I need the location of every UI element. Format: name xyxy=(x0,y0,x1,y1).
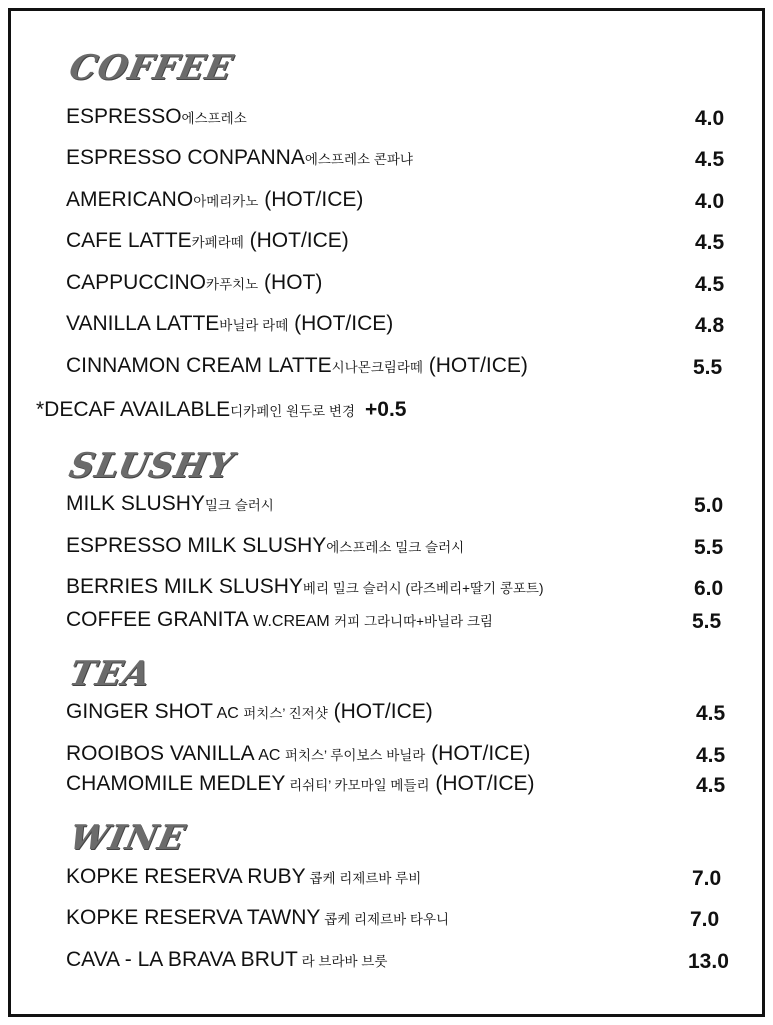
item-name-korean: 퍼치스’ 진저샷 xyxy=(243,706,328,721)
item-name-korean: 시나몬크림라떼 xyxy=(331,360,423,375)
item-price: 4.5 xyxy=(695,148,725,171)
menu-item xyxy=(0,353,773,383)
note-surcharge: +0.5 xyxy=(365,398,407,421)
item-name: BERRIES MILK SLUSHY xyxy=(66,575,303,598)
item-name: CAVA - LA BRAVA BRUT xyxy=(66,948,298,971)
item-price: 7.0 xyxy=(692,867,722,890)
item-name: ESPRESSO MILK SLUSHY xyxy=(66,534,327,557)
menu-item xyxy=(0,574,773,604)
item-name-korean: 에스프레소 밀크 슬러시 xyxy=(326,540,465,555)
menu-item xyxy=(0,533,773,563)
item-name-korean: 콥케 리제르바 루비 xyxy=(305,871,422,886)
item-name: ESPRESSO CONPANNA xyxy=(66,146,305,169)
item-option: (HOT/ICE) xyxy=(258,188,364,211)
menu-item xyxy=(0,311,773,341)
item-option: (HOT/ICE) xyxy=(288,312,394,335)
item-name-korean: 아메리카노 xyxy=(193,194,259,209)
item-note: W.CREAM xyxy=(248,613,335,630)
item-name-korean: 카페라떼 xyxy=(191,235,244,250)
item-name-korean: 밀크 슬러시 xyxy=(204,498,274,513)
item-option: (HOT/ICE) xyxy=(243,229,349,252)
menu-item xyxy=(0,905,773,935)
menu-item xyxy=(0,699,773,729)
item-option: (HOT/ICE) xyxy=(425,742,531,765)
item-name-korean: 리쉬티’ 카모마일 메들리 xyxy=(285,778,430,793)
item-price: 5.5 xyxy=(694,536,724,559)
menu-item xyxy=(0,104,773,134)
item-name-korean: 라 브라바 브룻 xyxy=(297,954,388,969)
item-price: 5.5 xyxy=(692,610,722,633)
menu-item xyxy=(0,270,773,300)
item-price: 4.5 xyxy=(696,744,726,767)
menu-item xyxy=(0,947,773,977)
item-price: 4.5 xyxy=(695,231,725,254)
item-name-korean: 바닐라 라떼 xyxy=(219,318,289,333)
item-name-korean: 카푸치노 xyxy=(206,277,259,292)
item-name: KOPKE RESERVA RUBY xyxy=(66,865,306,888)
menu-item xyxy=(0,491,773,521)
item-price: 6.0 xyxy=(694,577,724,600)
item-name-korean: 퍼치스’ 루이보스 바닐라 xyxy=(284,748,426,763)
item-price: 7.0 xyxy=(690,908,720,931)
item-name: CHAMOMILE MEDLEY xyxy=(66,772,286,795)
item-name-korean: 콥케 리제르바 타우니 xyxy=(320,912,450,927)
item-name: AMERICANO xyxy=(66,188,194,211)
item-option: (HOT) xyxy=(258,271,323,294)
menu-item xyxy=(0,145,773,175)
item-price: 4.0 xyxy=(695,190,725,213)
item-name-korean: 에스프레소 콘파냐 xyxy=(304,152,413,167)
item-name: CINNAMON CREAM LATTE xyxy=(66,354,332,377)
item-name: VANILLA LATTE xyxy=(66,312,220,335)
item-price: 13.0 xyxy=(688,950,729,973)
menu-item xyxy=(0,187,773,217)
menu-item xyxy=(0,771,773,801)
menu-item xyxy=(0,864,773,894)
item-price: 4.5 xyxy=(696,774,726,797)
item-brand: AC xyxy=(254,747,285,764)
item-price: 5.5 xyxy=(693,356,723,379)
item-name-korean: 에스프레소 xyxy=(181,111,247,126)
menu-item xyxy=(0,228,773,258)
section-heading-coffee: COFFEE xyxy=(65,48,238,88)
menu-item xyxy=(0,741,773,771)
item-option: (HOT/ICE) xyxy=(429,772,535,795)
item-option: (HOT/ICE) xyxy=(422,354,528,377)
decaf-note xyxy=(36,395,736,425)
note-text: *DECAF AVAILABLE xyxy=(36,398,231,421)
section-heading-wine: WINE xyxy=(65,818,190,858)
item-name: CAFE LATTE xyxy=(66,229,192,252)
item-name-korean: 커피 그라니따+바닐라 크림 xyxy=(334,614,493,629)
note-text-korean: 디카페인 원두로 변경 xyxy=(230,404,356,419)
item-name: GINGER SHOT xyxy=(66,700,214,723)
item-price: 4.5 xyxy=(696,702,726,725)
item-option: (HOT/ICE) xyxy=(327,700,433,723)
menu-item xyxy=(0,607,773,637)
section-heading-slushy: SLUSHY xyxy=(65,446,238,486)
item-name: ESPRESSO xyxy=(66,105,182,128)
item-name: KOPKE RESERVA TAWNY xyxy=(66,906,321,929)
item-price: 4.5 xyxy=(695,273,725,296)
item-name-korean: 베리 밀크 슬러시 (라즈베리+딸기 콩포트) xyxy=(302,581,544,596)
section-heading-tea: TEA xyxy=(65,654,155,694)
item-price: 4.0 xyxy=(695,107,725,130)
item-price: 4.8 xyxy=(695,314,725,337)
item-name: CAPPUCCINO xyxy=(66,271,207,294)
item-brand: AC xyxy=(213,705,244,722)
item-name: COFFEE GRANITA xyxy=(66,608,249,631)
item-name: ROOIBOS VANILLA xyxy=(66,742,255,765)
item-price: 5.0 xyxy=(694,494,724,517)
item-name: MILK SLUSHY xyxy=(66,492,205,515)
